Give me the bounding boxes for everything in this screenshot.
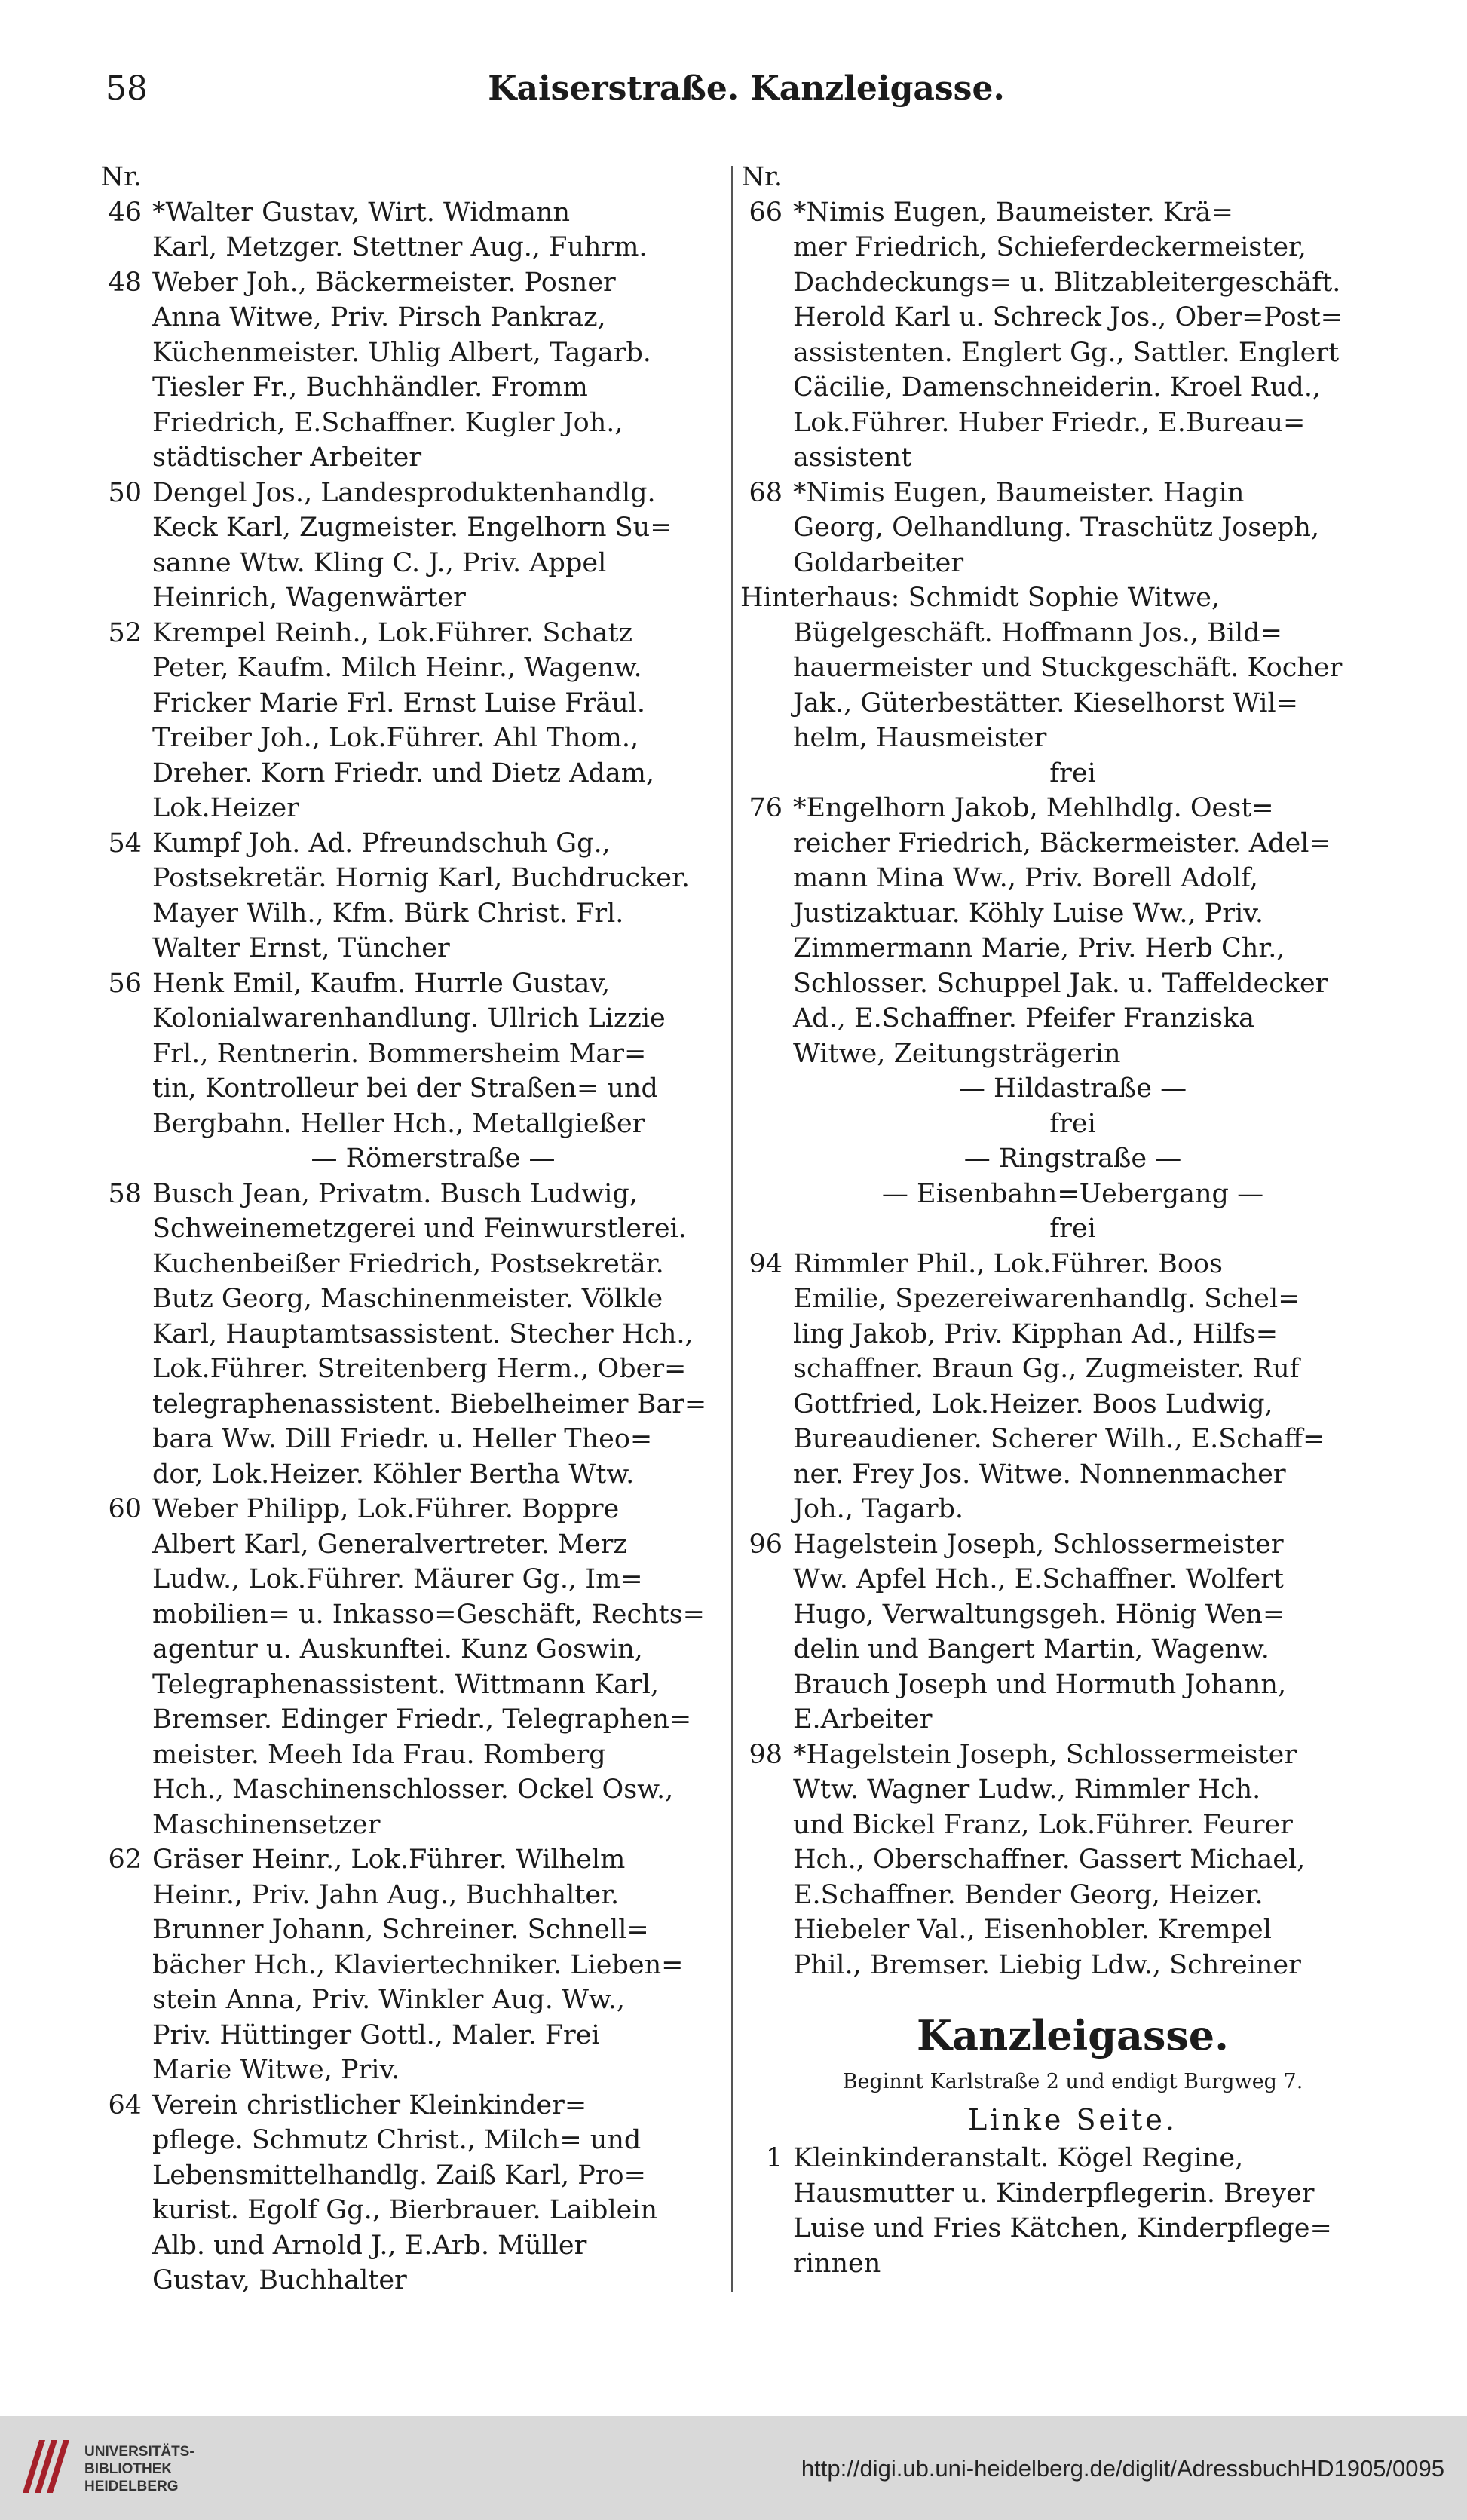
entry-text: Brauch Joseph und Hormuth Johann, [793,1669,1287,1700]
entry-text: Mayer Wilh., Kfm. Bürk Christ. Frl. [152,898,624,929]
entry-line [740,300,1352,335]
entry-text: *Nimis Eugen, Baumeister. Hagin [793,477,1245,508]
entry-line [100,1878,714,1913]
entry-text: — Römerstraße — [311,1144,556,1174]
entry-text: Anna Witwe, Priv. Pirsch Pankraz, [152,302,606,332]
entry-text: Bügelgeschäft. Hoffmann Jos., Bild= [793,617,1282,648]
entry-text: Treiber Joh., Lok.Führer. Ahl Thom., [152,723,639,753]
entry-text: hauermeister und Stuckgeschäft. Kocher [793,653,1343,683]
entry-text: frei [1049,758,1096,788]
entry-line [740,440,1352,476]
entry-line [740,1352,1352,1387]
entry-text: reicher Friedrich, Bäckermeister. Adel= [793,828,1331,859]
entry-line [100,1738,714,1773]
entry-line [100,510,714,546]
entry-text: Kumpf Joh. Ad. Pfreundschuh Gg., [152,828,611,859]
entry-line [100,1667,714,1703]
entry-line [740,1842,1352,1878]
entry-text: Wtw. Wagner Ludw., Rimmler Hch. [793,1774,1261,1805]
entry-line [100,440,714,476]
entry-line [740,230,1352,265]
library-name-line: HEIDELBERG [84,2479,179,2494]
entry-text: sanne Wtw. Kling C. J., Priv. Appel [152,547,607,578]
entry-text: Brunner Johann, Schreiner. Schnell= [152,1915,649,1945]
entry-line [740,721,1352,756]
entry-text: Schweinemetzgerei und Feinwurstlerei. [152,1214,687,1244]
entry-line [100,1492,714,1527]
entry-line [740,1738,1352,1773]
entry-line [100,1317,714,1352]
entry-line [740,1422,1352,1457]
entry-text: Emilie, Spezereiwarenhandlg. Schel= [793,1284,1300,1314]
entry-line [100,1211,714,1247]
entry-text: assistenten. Englert Gg., Sattler. Englert [793,337,1340,368]
entry-text: Schlosser. Schuppel Jak. u. Taffeldecker [793,968,1328,999]
entry-line [100,1842,714,1878]
entry-line [740,1317,1352,1352]
entry-line [100,861,714,896]
entry-text: E.Arbeiter [793,1704,933,1735]
entry-text: bächer Hch., Klaviertechniker. Lieben= [152,1949,684,1980]
entry-text: Weber Joh., Bäckermeister. Posner [152,267,616,298]
entry-line [740,2211,1352,2246]
entry-line [740,1492,1352,1527]
entry-text: delin und Bangert Martin, Wagenw. [793,1634,1269,1664]
entry-text: Goldarbeiter [793,547,964,578]
entry-line [100,230,714,265]
entry-line [100,370,714,406]
entry-line [100,2158,714,2194]
entry-line [740,370,1352,406]
house-number: 64 [108,2090,142,2120]
entry-text: — Hildastraße — [958,1073,1187,1104]
entry-text: Hiebeler Val., Eisenhobler. Krempel [793,1915,1272,1945]
entry-text: Henk Emil, Kaufm. Hurrle Gustav, [152,968,611,999]
entry-line [100,1071,714,1107]
entry-line [740,1772,1352,1808]
right-column [740,160,1352,2281]
entry-text: städtischer Arbeiter [152,442,422,473]
library-name-line: UNIVERSITÄTS- [84,2444,194,2460]
entry-text: Hch., Maschinenschlosser. Ockel Osw., [152,1774,674,1805]
entry-line [100,2123,714,2158]
entry-text: pflege. Schmutz Christ., Milch= und [152,2125,642,2155]
entry-line [740,1878,1352,1913]
page-header [106,69,1387,122]
entry-text: — Ringstraße — [963,1144,1182,1174]
house-number: Nr. [100,162,142,192]
entry-text: *Nimis Eugen, Baumeister. Krä= [793,197,1233,228]
entry-text: frei [1049,1214,1096,1244]
entry-line [100,1983,714,2018]
entry-text: Peter, Kaufm. Milch Heinr., Wagenw. [152,653,642,683]
entry-line [100,1457,714,1493]
entry-line [740,966,1352,1002]
page-number: 58 [106,69,148,108]
entry-line [740,1808,1352,1843]
entry-line [100,1948,714,1983]
entry-line [740,1387,1352,1422]
source-url-link[interactable]: http://digi.ub.uni-heidelberg.de/diglit/AdressbuchHD1905/0095 [801,2455,1444,2482]
entry-text: Lok.Führer. Huber Friedr., E.Bureau= [793,407,1306,438]
entry-line [100,1352,714,1387]
entry-line [100,1036,714,1072]
entry-line [100,265,714,301]
entry-line [740,2176,1352,2212]
entry-line [740,1281,1352,1317]
entry-line [100,686,714,721]
entry-text: rinnen [793,2248,881,2279]
library-name-line: BIBLIOTHEK [84,2461,173,2477]
entry-text: bara Ww. Dill Friedr. u. Heller Theo= [152,1424,653,1454]
house-number: 98 [749,1739,783,1770]
house-number: 50 [108,477,142,508]
entry-text: Albert Karl, Generalvertreter. Merz [152,1529,627,1560]
entry-line [740,1107,1352,1142]
entry-line [100,1281,714,1317]
entry-line [740,1247,1352,1282]
entry-line [740,1211,1352,1247]
entry-text: Fricker Marie Frl. Ernst Luise Fräul. [152,687,646,718]
entry-line [740,1141,1352,1177]
entry-line [100,1141,714,1177]
section-title: Kanzleigasse. [917,2011,1229,2059]
entry-line [100,2053,714,2088]
entry-line [740,651,1352,686]
entry-line [740,476,1352,511]
house-number: 96 [749,1529,783,1560]
house-number: 54 [108,828,142,859]
entry-line [740,580,1352,616]
entry-text: telegraphenassistent. Biebelheimer Bar= [152,1389,707,1419]
entry-text: Kolonialwarenhandlung. Ullrich Lizzie [152,1003,666,1033]
entry-text: Lok.Führer. Streitenberg Herm., Ober= [152,1354,687,1384]
entry-text: Justizaktuar. Köhly Luise Ww., Priv. [793,898,1263,929]
entry-line [100,1001,714,1036]
entry-line [740,896,1352,932]
entry-text: *Walter Gustav, Wirt. Widmann [152,197,571,228]
house-number: 58 [108,1178,142,1209]
entry-line [100,406,714,441]
entry-text: Telegraphenassistent. Wittmann Karl, [152,1669,660,1700]
house-number: 68 [749,477,783,508]
entry-text: Bremser. Edinger Friedr., Telegraphen= [152,1704,692,1735]
entry-line [100,2088,714,2123]
entry-line [740,931,1352,966]
entry-text: Gottfried, Lok.Heizer. Boos Ludwig, [793,1389,1273,1419]
entry-text: Marie Witwe, Priv. [152,2055,400,2085]
entry-text: Hinterhaus: Schmidt Sophie Witwe, [740,583,1220,613]
entry-text: Krempel Reinh., Lok.Führer. Schatz [152,617,633,648]
entry-line [100,791,714,826]
entry-text: kurist. Egolf Gg., Bierbrauer. Laiblein [152,2195,658,2225]
street-side-label: Linke Seite. [968,2103,1178,2136]
entry-text: Ad., E.Schaffner. Pfeifer Franziska [793,1003,1255,1033]
entry-line [100,335,714,371]
entry-text: Jak., Güterbestätter. Kieselhorst Wil= [793,687,1298,718]
entry-line [740,1527,1352,1563]
entry-line [740,616,1352,651]
entry-line [100,1107,714,1142]
entry-text: Cäcilie, Damenschneiderin. Kroel Rud., [793,372,1322,403]
entry-line [740,1597,1352,1633]
entry-line [100,616,714,651]
entry-text: Keck Karl, Zugmeister. Engelhorn Su= [152,513,672,543]
running-title: Kaiserstraße. Kanzleigasse. [488,69,1005,108]
entry-text: Friedrich, E.Schaffner. Kugler Joh., [152,407,623,438]
house-number: Nr. [741,162,783,192]
entry-text: Phil., Bremser. Liebig Ldw., Schreiner [793,1949,1301,1980]
entry-line [100,2018,714,2053]
entry-text: Verein christlicher Kleinkinder= [152,2090,587,2120]
house-number: 46 [108,197,142,228]
entry-text: Witwe, Zeitungsträgerin [793,1038,1121,1069]
entry-line [100,2263,714,2298]
entry-line [740,686,1352,721]
entry-text: Gustav, Buchhalter [152,2265,407,2295]
library-name [84,2443,194,2495]
entry-text: Heinrich, Wagenwärter [152,583,466,613]
entry-text: Rimmler Phil., Lok.Führer. Boos [793,1248,1223,1279]
entry-line [740,1036,1352,1072]
entry-text: Hch., Oberschaffner. Gassert Michael, [793,1845,1306,1875]
entry-text: Hagelstein Joseph, Schlossermeister [793,1529,1284,1560]
entry-text: Dreher. Korn Friedr. und Dietz Adam, [152,758,655,788]
entry-text: ling Jakob, Priv. Kipphan Ad., Hilfs= [793,1318,1279,1349]
entry-text: Frl., Rentnerin. Bommersheim Mar= [152,1038,647,1069]
entry-text: Ludw., Lok.Führer. Mäurer Gg., Im= [152,1564,643,1594]
entry-text: Küchenmeister. Uhlig Albert, Tagarb. [152,337,651,368]
entry-text: dor, Lok.Heizer. Köhler Bertha Wtw. [152,1459,635,1490]
entry-text: E.Schaffner. Bender Georg, Heizer. [793,1879,1263,1910]
left-column [100,160,714,2298]
entry-line [740,1001,1352,1036]
entry-text: Busch Jean, Privatm. Busch Ludwig, [152,1178,638,1209]
house-number: 94 [749,1248,783,1279]
entry-line [100,546,714,581]
entry-line [100,931,714,966]
entry-line [740,160,1352,195]
house-number: 66 [749,197,783,228]
entry-text: stein Anna, Priv. Winkler Aug. Ww., [152,1985,625,2015]
entry-text: Alb. und Arnold J., E.Arb. Müller [152,2230,587,2261]
entry-text: Luise und Fries Kätchen, Kinderpflege= [793,2213,1332,2243]
university-library-logo [17,2433,74,2500]
entry-text: Zimmermann Marie, Priv. Herb Chr., [793,933,1285,963]
entry-text: schaffner. Braun Gg., Zugmeister. Ruf [793,1354,1300,1384]
section-subtitle: Beginnt Karlstraße 2 und endigt Burgweg 7. [842,2070,1303,2093]
entry-line [100,1247,714,1282]
entry-text: agentur u. Auskunftei. Kunz Goswin, [152,1634,643,1664]
entry-text: helm, Hausmeister [793,723,1047,753]
entry-line [740,791,1352,826]
entry-text: Lok.Heizer [152,793,299,823]
entry-line [100,1772,714,1808]
entry-line [100,721,714,756]
entry-text: Dengel Jos., Landesproduktenhandlg. [152,477,656,508]
entry-text: tin, Kontrolleur bei der Straßen= und [152,1073,658,1104]
entry-line [100,1177,714,1212]
entry-text: Joh., Tagarb. [793,1494,964,1524]
entry-text: Tiesler Fr., Buchhändler. Fromm [152,372,588,403]
entry-text: assistent [793,442,912,473]
entry-line [740,1667,1352,1703]
entry-text: Bergbahn. Heller Hch., Metallgießer [152,1108,645,1139]
entry-line [100,1527,714,1563]
entry-text: Butz Georg, Maschinenmeister. Völkle [152,1284,663,1314]
entry-line [100,1597,714,1633]
entry-line [100,1422,714,1457]
entry-line [740,546,1352,581]
entry-text: *Hagelstein Joseph, Schlossermeister [793,1739,1297,1770]
entry-line [100,1702,714,1738]
house-number: 52 [108,617,142,648]
entry-text: ner. Frey Jos. Witwe. Nonnenmacher [793,1459,1286,1490]
entry-line [100,580,714,616]
house-number: 56 [108,968,142,999]
entry-line [100,1387,714,1422]
entry-text: Karl, Metzger. Stettner Aug., Fuhrm. [152,232,648,262]
entry-text: Weber Philipp, Lok.Führer. Boppre [152,1494,620,1524]
entry-line [740,861,1352,896]
entry-line [100,896,714,932]
entry-text: Ww. Apfel Hch., E.Schaffner. Wolfert [793,1564,1284,1594]
entry-line [740,1177,1352,1212]
entry-text: Dachdeckungs= u. Blitzableitergeschäft. [793,267,1341,298]
entry-text: meister. Meeh Ida Frau. Romberg [152,1739,606,1770]
entry-line [740,1071,1352,1107]
entry-line [740,2141,1352,2176]
column-divider [731,166,733,2292]
entry-text: Karl, Hauptamtsassistent. Stecher Hch., [152,1318,694,1349]
house-number: 60 [108,1494,142,1524]
entry-line [740,756,1352,792]
entry-text: — Eisenbahn=Uebergang — [881,1178,1264,1209]
entry-text: Lebensmittelhandlg. Zaiß Karl, Pro= [152,2160,646,2191]
entry-line [740,2246,1352,2282]
entry-line [740,1702,1352,1738]
entry-line [100,1632,714,1667]
entry-line [100,195,714,231]
entry-text: *Engelhorn Jakob, Mehlhdlg. Oest= [793,793,1274,823]
entry-line [740,265,1352,301]
house-number: 48 [108,267,142,298]
entry-text: Bureaudiener. Scherer Wilh., E.Schaff= [793,1424,1325,1454]
entry-line [100,160,714,195]
entry-line [100,651,714,686]
house-number: 76 [749,793,783,823]
entry-line [100,966,714,1002]
entry-line [740,1457,1352,1493]
entry-line [740,1912,1352,1948]
footer-bar [0,2416,1467,2520]
entry-line [100,2228,714,2264]
entry-text: Hugo, Verwaltungsgeh. Hönig Wen= [793,1599,1285,1630]
entry-text: Georg, Oelhandlung. Traschütz Joseph, [793,513,1320,543]
entry-text: mer Friedrich, Schieferdeckermeister, [793,232,1307,262]
entry-line [740,335,1352,371]
house-number: 62 [108,1845,142,1875]
entry-text: Hausmutter u. Kinderpflegerin. Breyer [793,2178,1315,2209]
entry-line [740,826,1352,862]
entry-text: Priv. Hüttinger Gottl., Maler. Frei [152,2019,600,2050]
entry-line [100,826,714,862]
entry-text: Heinr., Priv. Jahn Aug., Buchhalter. [152,1879,620,1910]
entry-line [100,476,714,511]
house-number: 1 [765,2143,783,2173]
entry-text: Kleinkinderanstalt. Kögel Regine, [793,2143,1244,2173]
entry-text: mann Mina Ww., Priv. Borell Adolf, [793,863,1258,893]
entry-text: und Bickel Franz, Lok.Führer. Feurer [793,1809,1293,1840]
entry-line [740,510,1352,546]
entry-line [100,1562,714,1597]
entry-text: mobilien= u. Inkasso=Geschäft, Rechts= [152,1599,705,1630]
entry-line [100,300,714,335]
entry-line [100,1808,714,1843]
entry-text: Herold Karl u. Schreck Jos., Ober=Post= [793,302,1343,332]
entry-line [100,756,714,792]
entry-line [740,1632,1352,1667]
entry-text: Kuchenbeißer Friedrich, Postsekretär. [152,1248,664,1279]
entry-text: Walter Ernst, Tüncher [152,933,450,963]
entry-line [740,406,1352,441]
entry-line [740,195,1352,231]
entry-line [100,2193,714,2228]
entry-line [100,1912,714,1948]
entry-line [740,1562,1352,1597]
entry-text: Maschinensetzer [152,1809,381,1840]
entry-text: frei [1049,1108,1096,1139]
entry-text: Postsekretär. Hornig Karl, Buchdrucker. [152,863,691,893]
entry-text: Gräser Heinr., Lok.Führer. Wilhelm [152,1845,626,1875]
entry-line [740,1948,1352,1983]
